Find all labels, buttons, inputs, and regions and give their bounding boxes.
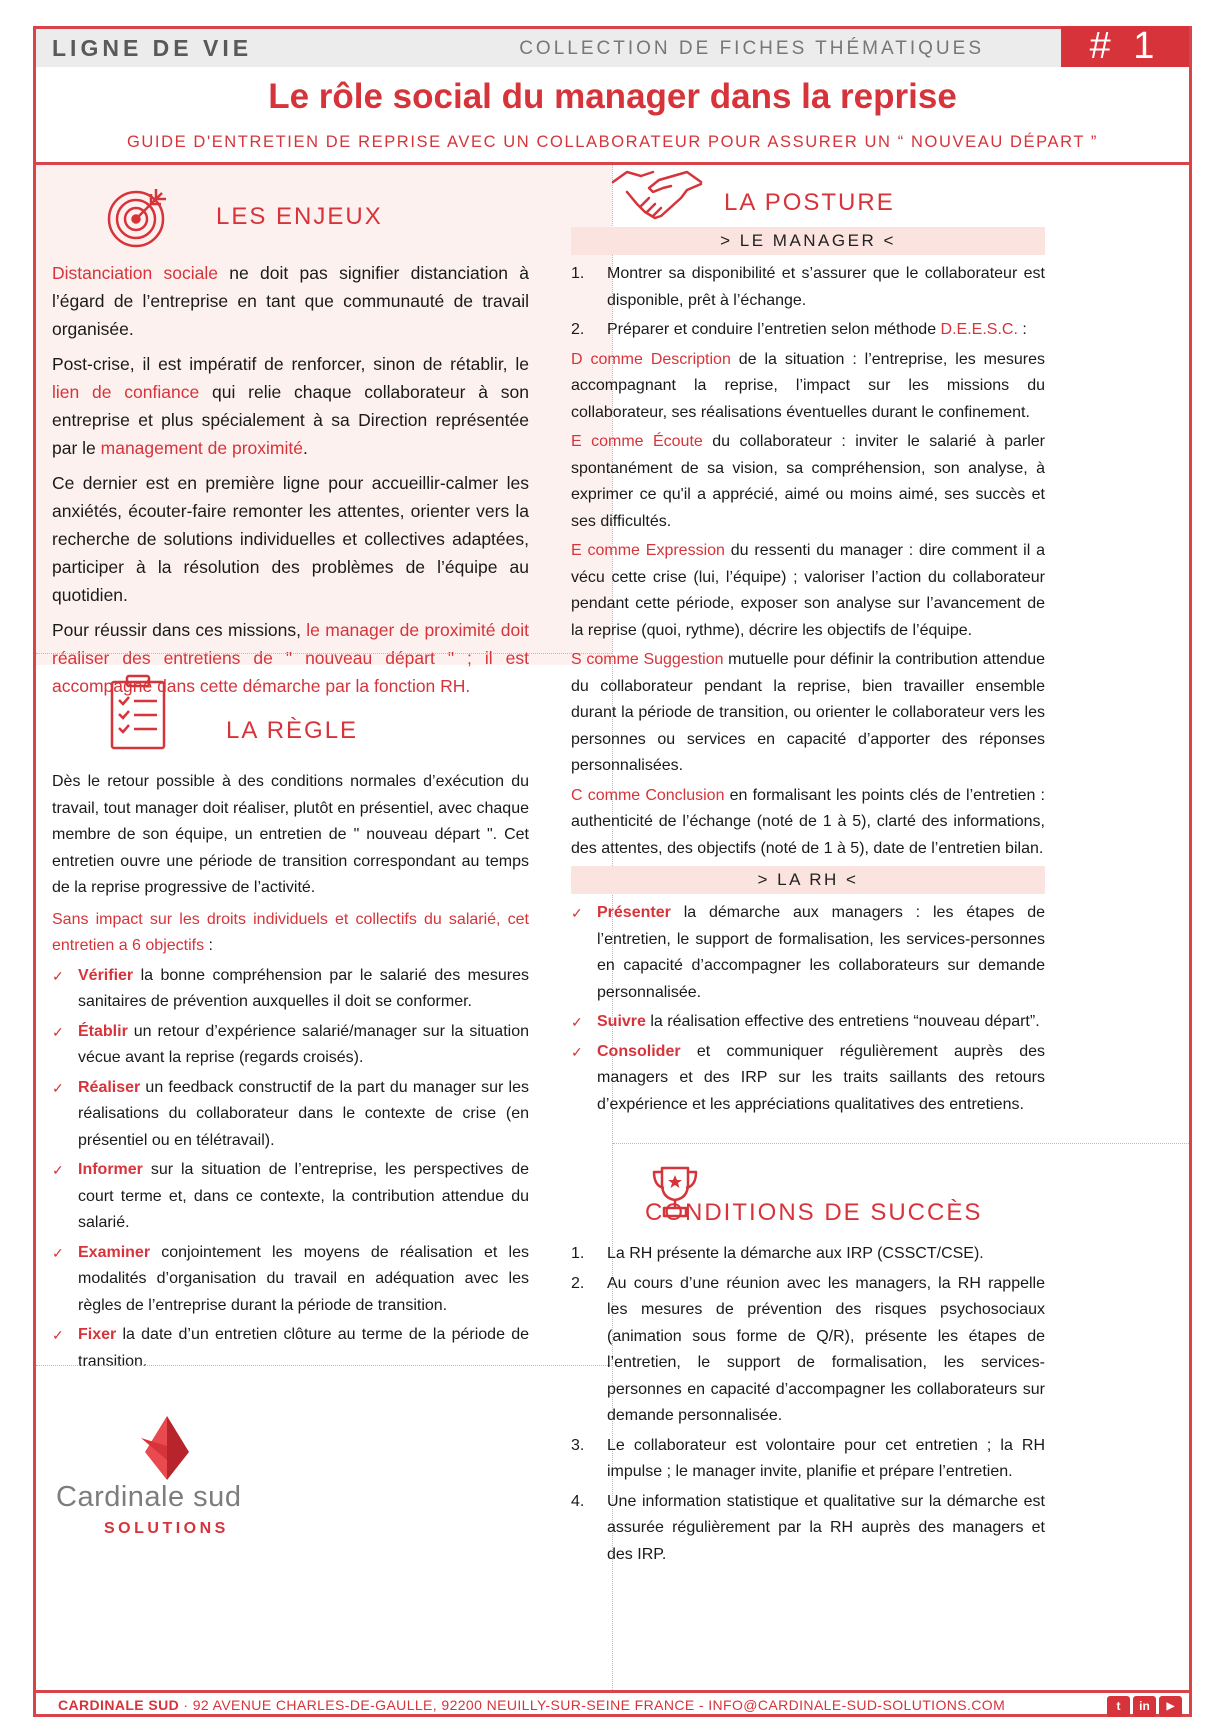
enjeux-paragraph-1	[52, 259, 529, 343]
method-keyword: D comme Description	[571, 350, 731, 368]
list-item-text: la réalisation effective des entretiens “nouveau départ”.	[645, 1013, 1040, 1030]
list-item	[571, 900, 1045, 1006]
regle-intro: Dès le retour possible à des conditions normales d’exécution du travail, tout manager doit réaliser, plutôt en présentiel, avec chaque membre de son équipe, un entretien de " nouveau départ ". Cet entretien ouvre une période de transition correspondant au temps de la reprise progressive de l’activité.	[52, 773, 529, 896]
footer-company: CARDINALE SUD	[58, 1697, 180, 1713]
regle-title: LA RÈGLE	[226, 717, 359, 744]
list-item-text: la date d’un entretien clôture au terme de la période de transition.	[78, 1326, 529, 1370]
footer-address-text: · 92 AVENUE CHARLES-DE-GAULLE, 92200 NEUILLY-SUR-SEINE FRANCE - INFO@CARDINALE-SUD-SOLUTIONS.COM	[179, 1697, 1006, 1713]
enjeux-text-span: qui relie chaque collaborateur à son entreprise et plus spécialement à sa Direction représentée par le	[52, 382, 529, 458]
enjeux-text-span: .	[302, 438, 308, 458]
list-item	[52, 1157, 529, 1237]
posture-text	[571, 227, 1045, 1121]
section-divider	[36, 653, 612, 654]
collection-label: COLLECTION DE FICHES THÉMATIQUES	[519, 38, 984, 59]
list-item-text: Une information statistique et qualitative sur la démarche est assurée régulièrement par la RH auprès des managers et des IRP.	[607, 1492, 1045, 1563]
list-item-keyword: Informer	[78, 1161, 143, 1178]
section-divider	[613, 1143, 1189, 1144]
list-item-text: un retour d’expérience salarié/manager sur la situation vécue avant la reprise (regards croisés).	[78, 1022, 529, 1066]
list-item-text: Montrer sa disponibilité et s’assurer que le collaborateur est disponible, prêt à l’échange.	[607, 265, 1045, 309]
list-item-keyword: Suivre	[597, 1013, 646, 1030]
list-item-number: 3.	[571, 1436, 585, 1454]
list-item-text: Au cours d’une réunion avec les managers, la RH rappelle les mesures de prévention des risques psychosociaux (animation sous forme de Q/R), présente les étapes de l’entretien, le support de formalisation, les services-personnes en capacité d’accompagner les collaborateurs sur demande personnalisée.	[607, 1274, 1045, 1424]
list-item-keyword: Présenter	[597, 904, 671, 921]
list-item-number: 2.	[571, 1274, 585, 1292]
regle-objectives-list	[52, 963, 529, 1376]
method-keyword: E comme Écoute	[571, 433, 703, 450]
list-item	[52, 963, 529, 1016]
list-item	[571, 1241, 1045, 1268]
enjeux-highlight: le manager de proximité doit réaliser des entretiens de " nouveau départ " ; il est accompagné dans cette démarche par la fonction RH.	[52, 620, 529, 696]
enjeux-highlight: Distanciation sociale	[52, 263, 218, 283]
enjeux-title: LES ENJEUX	[216, 203, 383, 230]
list-item-text: un feedback constructif de la part du manager sur les réalisations du collaborateur dans le contexte de crise (en présentiel ou en télétravail).	[78, 1078, 529, 1149]
check-icon: ✓	[52, 1023, 64, 1040]
method-c	[571, 783, 1045, 863]
top-bar	[36, 25, 1189, 67]
check-icon: ✓	[52, 967, 64, 984]
brand-label: LIGNE DE VIE	[52, 35, 253, 61]
list-item	[571, 1433, 1045, 1486]
footer	[36, 1695, 1189, 1717]
list-item	[571, 1271, 1045, 1430]
check-icon: ✓	[571, 1043, 583, 1060]
page-title: Le rôle social du manager dans la reprise	[268, 77, 957, 116]
list-item-text: la bonne compréhension par le salarié des mesures sanitaires de prévention auxquelles il doit se conformer.	[78, 966, 529, 1010]
youtube-icon[interactable]: ▶	[1159, 1696, 1182, 1717]
list-item-text: La RH présente la démarche aux IRP (CSSCT/CSE).	[607, 1245, 984, 1262]
check-icon: ✓	[571, 1014, 583, 1030]
regle-text	[52, 769, 529, 1378]
list-item	[52, 1075, 529, 1155]
list-item-keyword: Examiner	[78, 1243, 151, 1261]
list-item-text: et communiquer régulièrement auprès des managers et des IRP sur les traits saillants des retours d’expérience et les appréciations qualitatives des entretiens.	[597, 1042, 1045, 1113]
list-item-keyword: Consolider	[597, 1042, 681, 1060]
check-icon: ✓	[52, 1327, 64, 1343]
linkedin-icon[interactable]: in	[1133, 1696, 1156, 1717]
regle-lead	[52, 907, 529, 960]
method-text: en formalisant les points clés de l’entretien : authenticité de l’échange (noté de 1 à 5), clarté des informations, des attentes, des objectifs (noté de 1 à 5), date de l’entretien bilan.	[571, 786, 1045, 857]
handshake-icon	[611, 166, 703, 224]
list-item-keyword: Établir	[78, 1022, 128, 1040]
enjeux-text-span: ne doit pas signifier distanciation à l’égard de l’entreprise en tant que communauté de travail organisée.	[52, 263, 529, 339]
page-subtitle: GUIDE D'ENTRETIEN DE REPRISE AVEC UN COLLABORATEUR POUR ASSURER UN “ NOUVEAU DÉPART ”	[126, 133, 1099, 151]
page-frame	[33, 26, 1192, 1717]
method-keyword: S comme Suggestion	[571, 651, 724, 668]
method-text: du collaborateur : inviter le salarié à parler spontanément de sa vision, sa compréhension, son analyse, à exprimer ce qu'il a apprécié, aimé ou moins aimé, ses succès et ses difficultés.	[571, 433, 1046, 530]
list-item-text: :	[1017, 321, 1027, 338]
enjeux-paragraph-3: Ce dernier est en première ligne pour accueillir-calmer les anxiétés, écouter-faire remonter les attentes, orienter vers la recherche de solutions individuelles et collectives adaptées, participer à la résolution des problèmes de l’équipe au quotidien.	[52, 473, 529, 605]
method-keyword: E comme Expression	[571, 542, 725, 559]
method-d	[571, 347, 1045, 427]
list-item	[571, 1009, 1045, 1036]
list-item-text: Le collaborateur est volontaire pour cet entretien ; la RH impulse ; le manager invite, planifie et prépare l’entretien.	[607, 1436, 1045, 1480]
list-item-text: Préparer et conduire l’entretien selon méthode	[607, 321, 941, 338]
rh-actions-list	[571, 900, 1045, 1118]
list-item	[52, 1322, 529, 1375]
list-item-text: la démarche aux managers : les étapes de l’entretien, le support de formalisation, les services-personnes en capacité d’accompagner les collaborateurs sur demande personnalisée.	[597, 904, 1045, 1001]
footer-address	[58, 1697, 1005, 1713]
list-item-text: sur la situation de l’entreprise, les perspectives de court terme et, dans ce contexte, la contribution attendue du salarié.	[78, 1161, 529, 1231]
list-item-text: conjointement les moyens de réalisation et les modalités d’organisation du travail en adéquation avec les règles de l’entreprise durant la période de transition.	[78, 1243, 529, 1314]
footer-divider	[36, 1690, 1189, 1693]
rh-banner: > LA RH <	[571, 866, 1045, 894]
list-item	[52, 1019, 529, 1072]
list-item	[52, 1240, 529, 1320]
method-acronym: D.E.E.S.C.	[940, 321, 1018, 338]
logo-tag: SOLUTIONS	[104, 1520, 229, 1537]
list-item-number: 2.	[571, 321, 585, 338]
regle-lead-highlight: Sans impact sur les droits individuels et collectifs du salarié, cet entretien a 6 objectifs	[52, 910, 529, 954]
check-icon: ✓	[52, 1162, 64, 1178]
enjeux-section	[36, 165, 612, 696]
target-icon	[106, 185, 172, 249]
enjeux-highlight: lien de confiance	[52, 382, 200, 402]
method-s	[571, 647, 1045, 780]
method-text: mutuelle pour définir la contribution attendue du collaborateur pendant la reprise, bien travailler ensemble durant la période de transition, ou orienter le collaborateur vers les personnes ou services en capacité d’apporter des réponses personnalisées.	[571, 651, 1046, 774]
list-item	[571, 1039, 1045, 1119]
list-item-number: 1.	[571, 1245, 585, 1262]
checklist-icon	[109, 674, 167, 750]
list-item	[571, 1489, 1045, 1569]
check-icon: ✓	[52, 1244, 64, 1261]
list-item-keyword: Fixer	[78, 1326, 117, 1343]
enjeux-text	[52, 259, 529, 707]
company-logo	[56, 1389, 586, 1669]
posture-title: LA POSTURE	[724, 189, 895, 216]
list-item-number: 4.	[571, 1492, 585, 1510]
list-item-keyword: Réaliser	[78, 1078, 141, 1096]
list-item	[571, 261, 1045, 314]
conditions-list	[571, 1241, 1045, 1568]
list-item-keyword: Vérifier	[78, 966, 134, 984]
enjeux-paragraph-2	[52, 350, 529, 462]
method-text: du ressenti du manager : dire comment il a vécu cette crise (lui, l’équipe) ; valoriser l’action du collaborateur pendant cette période, exposer son analyse sur l’avancement de la reprise (quoi, rythme), décrire les objectifs de l’équipe.	[571, 542, 1045, 639]
manager-steps-list	[571, 261, 1045, 344]
enjeux-text-span: Pour réussir dans ces missions,	[52, 620, 307, 640]
logo-mark-icon	[141, 1416, 189, 1480]
regle-lead-text: :	[204, 937, 213, 954]
conditions-title: CONDITIONS DE SUCCÈS	[645, 1199, 983, 1226]
conditions-text	[571, 1241, 1045, 1571]
sheet-number: # 1	[1061, 26, 1189, 67]
check-icon: ✓	[52, 1079, 64, 1096]
check-icon: ✓	[571, 905, 583, 921]
enjeux-text-span: Post-crise, il est impératif de renforcer, sinon de rétablir, le	[52, 354, 529, 374]
method-e1	[571, 429, 1045, 535]
twitter-icon[interactable]: t	[1107, 1696, 1130, 1717]
method-keyword: C comme Conclusion	[571, 786, 725, 804]
section-divider	[36, 1365, 612, 1366]
method-text: de la situation : l’entreprise, les mesures accompagnant la reprise, l’impact sur les missions du collaborateur, ses réalisations éventuelles durant le confinement.	[571, 350, 1045, 421]
manager-banner: > LE MANAGER <	[571, 227, 1045, 255]
enjeux-highlight: management de proximité	[100, 438, 303, 458]
list-item	[571, 317, 1045, 344]
logo-name: Cardinale sud	[56, 1481, 242, 1513]
method-e2	[571, 538, 1045, 644]
list-item-number: 1.	[571, 265, 585, 282]
